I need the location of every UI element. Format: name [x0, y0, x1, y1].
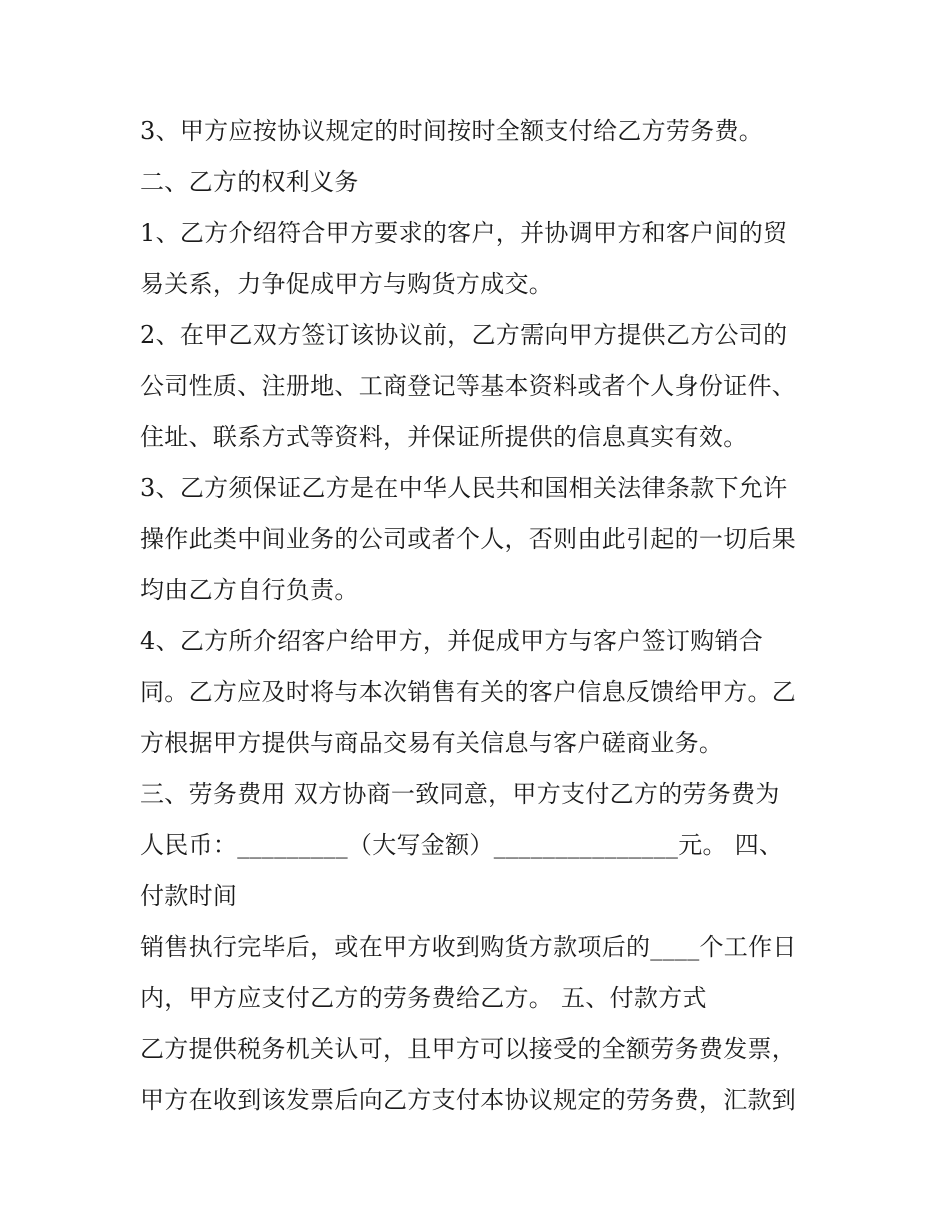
document-body: [140, 106, 820, 1126]
text-line: 易关系，力争促成甲方与购货方成交。: [140, 270, 554, 298]
text-line: 4、乙方所介绍客户给甲方，并促成甲方与客户签订购销合: [140, 627, 764, 655]
section-heading: 付款时间: [140, 882, 238, 910]
text-line: 销售执行完毕后，或在甲方收到购货方款项后的____个工作日: [140, 933, 797, 961]
text-line: 操作此类中间业务的公司或者个人，否则由此引起的一切后果: [140, 525, 797, 553]
text-line: 住址、联系方式等资料，并保证所提供的信息真实有效。: [140, 423, 748, 451]
section-heading: 三、劳务费用 双方协商一致同意，甲方支付乙方的劳务费为: [140, 780, 780, 808]
text-line: 人民币：_________（大写金额）_______________元。 四、: [140, 831, 784, 859]
text-line: 甲方在收到该发票后向乙方支付本协议规定的劳务费，汇款到: [140, 1086, 797, 1114]
text-line: 均由乙方自行负责。: [140, 576, 359, 604]
text-line: 同。乙方应及时将与本次销售有关的客户信息反馈给甲方。乙: [140, 678, 797, 706]
text-line: 方根据甲方提供与商品交易有关信息与客户磋商业务。: [140, 729, 724, 757]
text-line: 3、甲方应按协议规定的时间按时全额支付给乙方劳务费。: [140, 117, 764, 145]
text-line: 1、乙方介绍符合甲方要求的客户，并协调甲方和客户间的贸: [140, 219, 788, 247]
text-line: 乙方提供税务机关认可，且甲方可以接受的全额劳务费发票，: [140, 1035, 797, 1063]
text-line: 内，甲方应支付乙方的劳务费给乙方。 五、付款方式: [140, 984, 707, 1012]
text-line: 2、在甲乙双方签订该协议前，乙方需向甲方提供乙方公司的: [140, 321, 788, 349]
text-line: 公司性质、注册地、工商登记等基本资料或者个人身份证件、: [140, 372, 797, 400]
section-heading: 二、乙方的权利义务: [140, 168, 359, 196]
text-line: 3、乙方须保证乙方是在中华人民共和国相关法律条款下允许: [140, 474, 788, 502]
